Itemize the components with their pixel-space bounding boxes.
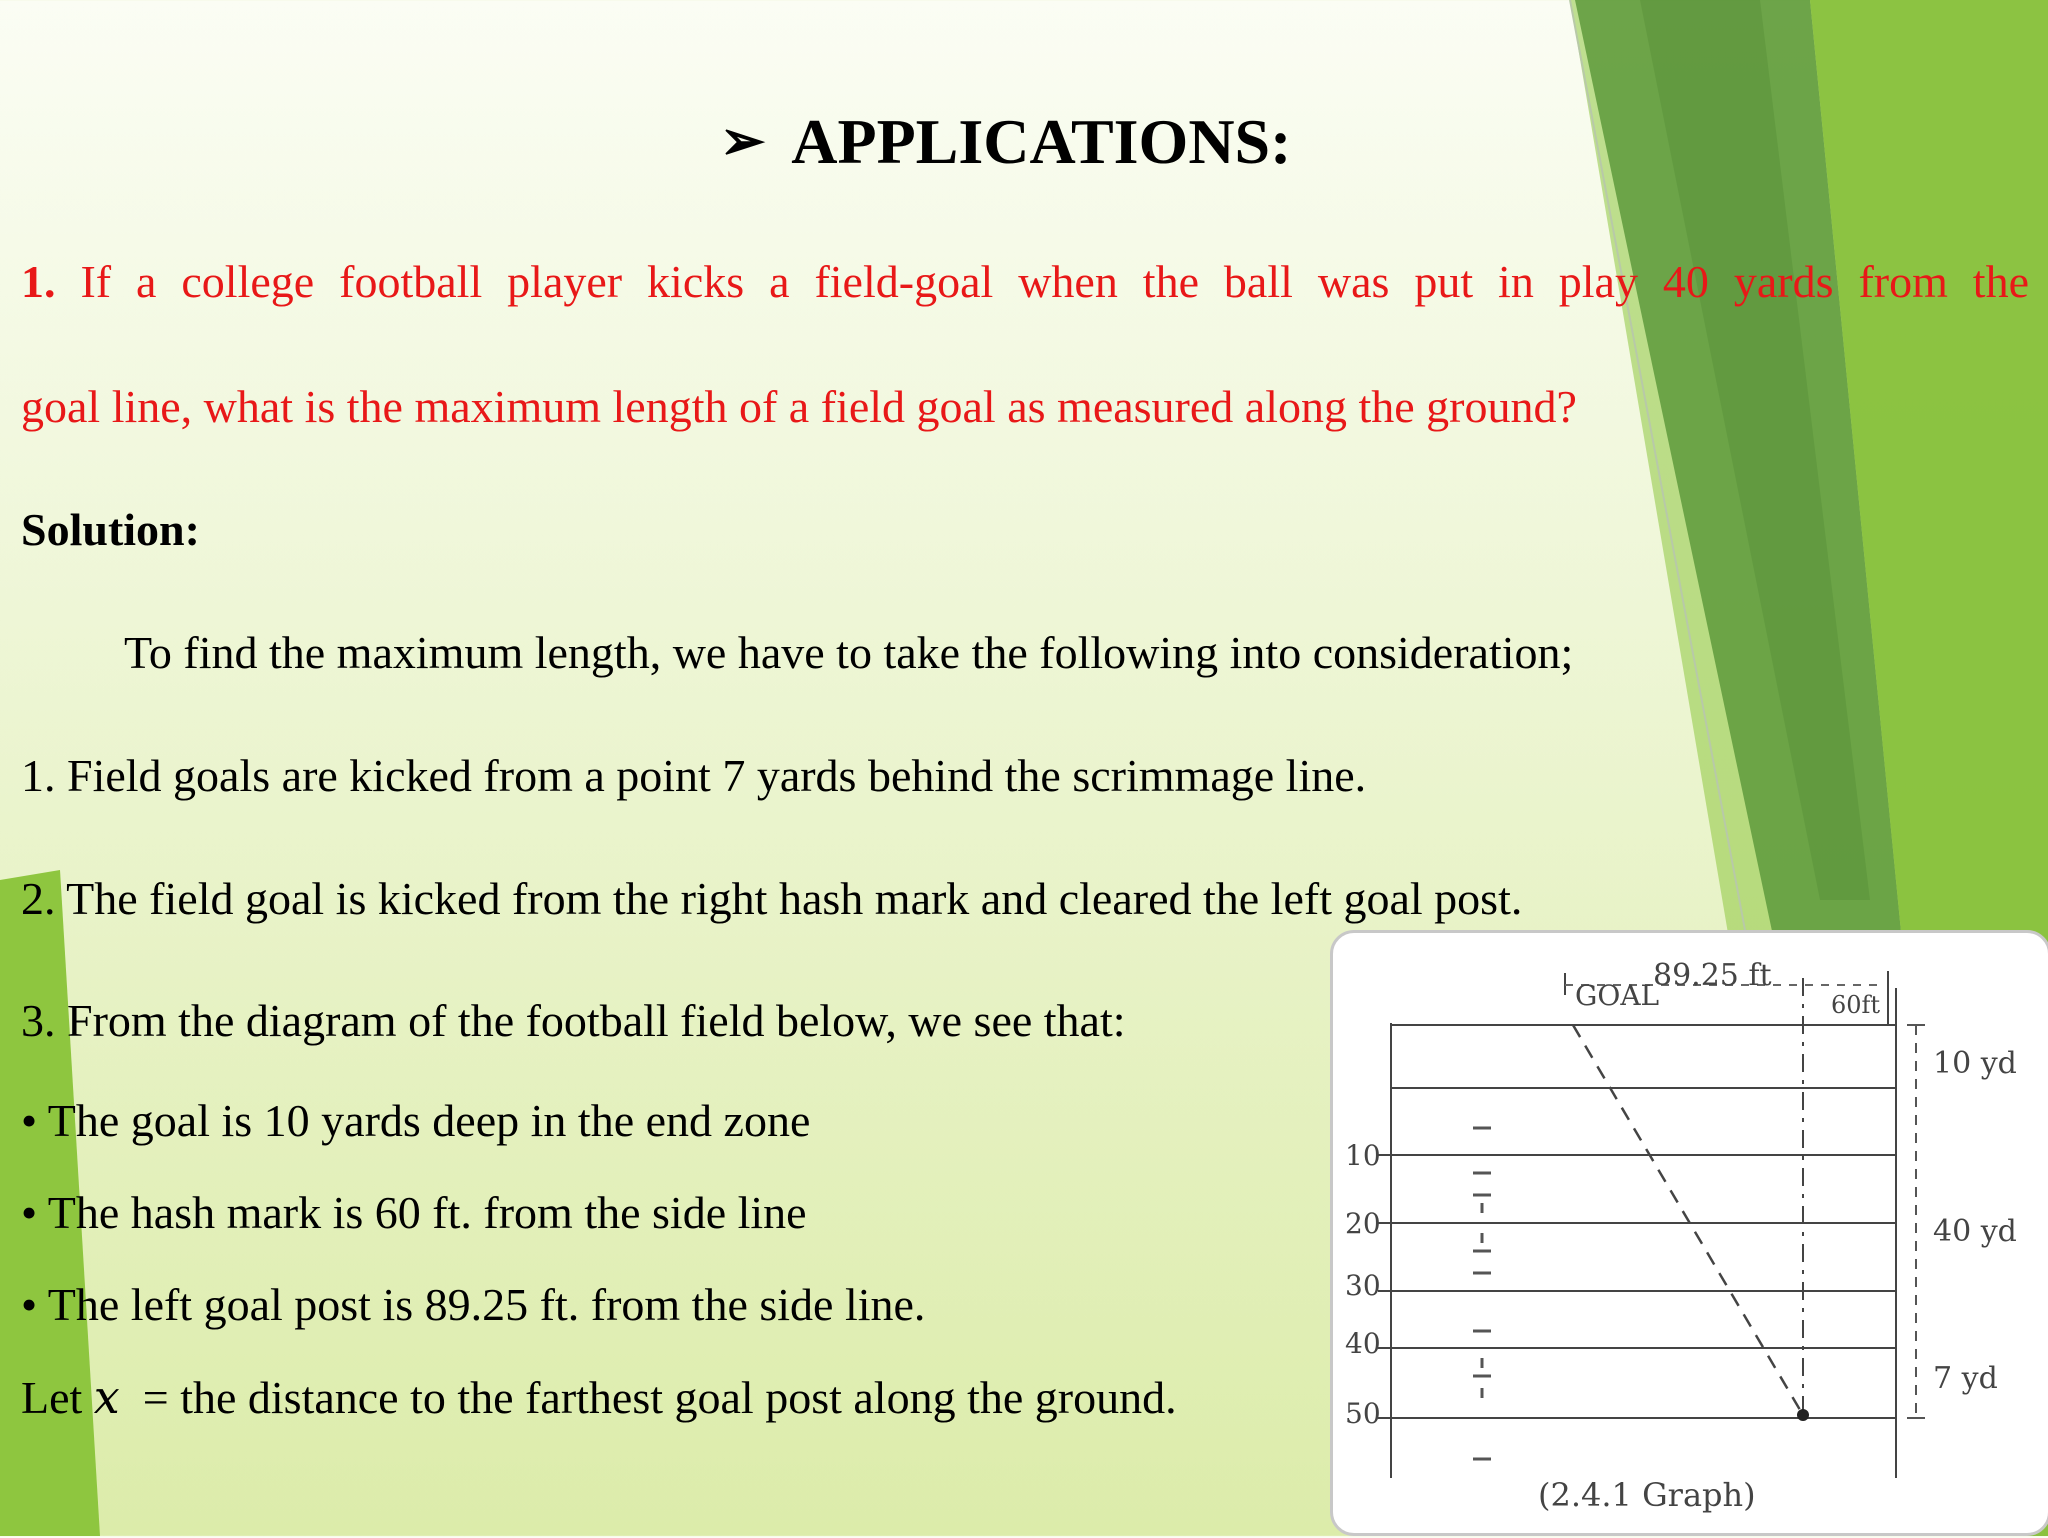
field-diagram-svg xyxy=(1333,933,2048,1533)
intro-text: To find the maximum length, we have to take the following into consideration; xyxy=(124,627,1574,678)
point-2: 2. The field goal is kicked from the right hash mark and cleared the left goal post. xyxy=(21,873,1523,924)
solution-label: Solution: xyxy=(21,504,200,555)
question-number: 1. xyxy=(21,256,56,307)
bullet-3: • The left goal post is 89.25 ft. from the side line. xyxy=(21,1279,926,1330)
yard-label-50: 50 xyxy=(1345,1397,1381,1430)
point-3: 3. From the diagram of the football field below, we see that: xyxy=(21,995,1126,1046)
hash-distance-label: 60ft xyxy=(1831,991,1881,1019)
question-line-2: goal line, what is the maximum length of a field goal as measured along the ground? xyxy=(21,381,1577,432)
question-line-1: 1. If a college football player kicks a field-goal when the ball was put in play 40 yards from the xyxy=(21,256,2030,307)
yard-label-20: 20 xyxy=(1345,1207,1381,1240)
diagram-caption: (2.4.1 Graph) xyxy=(1538,1476,1756,1514)
seven-yard-label: 7 yd xyxy=(1933,1361,1998,1396)
forty-yard-label: 40 yd xyxy=(1933,1214,2017,1249)
goal-label: GOAL xyxy=(1575,979,1660,1012)
point-1: 1. Field goals are kicked from a point 7 yards behind the scrimmage line. xyxy=(21,750,1367,801)
yard-label-10: 10 xyxy=(1345,1139,1381,1172)
bullet-2: • The hash mark is 60 ft. from the side line xyxy=(21,1187,807,1238)
yard-label-40: 40 xyxy=(1345,1327,1381,1360)
yard-label-30: 30 xyxy=(1345,1269,1381,1302)
bullet-1: • The goal is 10 yards deep in the end zone xyxy=(21,1095,811,1146)
goal-distance-label: 89.25 ft xyxy=(1653,958,1772,993)
football-field-diagram xyxy=(1330,930,2048,1536)
ten-yard-label: 10 yd xyxy=(1933,1046,2017,1081)
slide-title: ➢ APPLICATIONS: xyxy=(720,106,1292,177)
arrow-bullet-icon: ➢ xyxy=(720,111,766,171)
let-definition: Let x = the distance to the farthest goal post along the ground. xyxy=(21,1370,1177,1424)
